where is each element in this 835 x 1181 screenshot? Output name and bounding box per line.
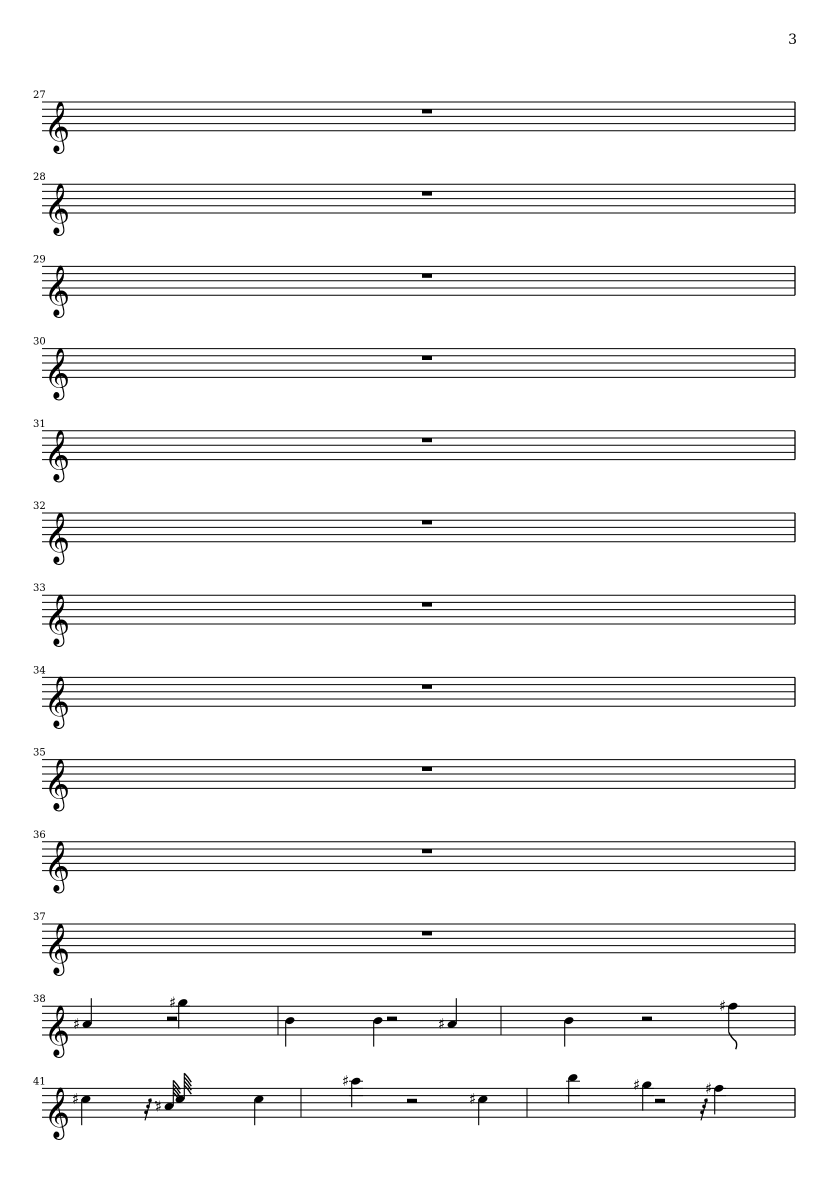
half-rest-icon	[655, 1099, 665, 1103]
system-27	[33, 90, 795, 154]
system-33	[33, 583, 795, 647]
measure-number: 30	[33, 336, 46, 348]
rest-flag-dot	[702, 1105, 706, 1109]
measure-number: 38	[33, 994, 46, 1006]
sharp-icon: ♯	[469, 1090, 477, 1109]
rest-flag-dot	[146, 1105, 150, 1109]
treble-clef-icon: 𝄞	[44, 265, 71, 317]
sharp-icon: ♯	[633, 1075, 641, 1094]
treble-clef-icon: 𝄞	[44, 1005, 71, 1056]
treble-clef-icon: 𝄞	[44, 922, 71, 974]
measure-number: 29	[33, 254, 46, 266]
whole-rest-icon	[422, 602, 432, 606]
rest-flag-dot	[144, 1111, 148, 1115]
measure-number: 32	[33, 501, 46, 512]
system-29	[33, 254, 795, 318]
measure-number: 31	[33, 418, 46, 430]
system-37	[33, 912, 795, 976]
treble-clef-icon: 𝄞	[44, 347, 71, 399]
sharp-icon: ♯	[342, 1072, 350, 1091]
measure-number: 27	[33, 90, 46, 101]
treble-clef-icon: 𝄞	[44, 429, 71, 481]
measure-number: 33	[33, 583, 46, 595]
system-36	[33, 830, 795, 894]
sharp-icon: ♯	[719, 997, 727, 1016]
whole-rest-icon	[422, 931, 432, 935]
system-31	[33, 419, 795, 483]
half-rest-icon	[407, 1099, 417, 1103]
treble-clef-icon: 𝄞	[44, 758, 71, 810]
system-32	[33, 501, 795, 565]
treble-clef-icon: 𝄞	[44, 511, 71, 563]
treble-clef-icon: 𝄞	[44, 1087, 71, 1139]
sharp-icon: ♯	[155, 1097, 163, 1116]
measure-number: 37	[33, 912, 46, 923]
half-rest-icon	[167, 1017, 177, 1021]
whole-rest-icon	[422, 109, 432, 113]
measure-number: 36	[33, 829, 46, 841]
sharp-icon: ♯	[73, 1015, 81, 1034]
sharp-icon: ♯	[72, 1090, 80, 1109]
whole-rest-icon	[422, 767, 432, 771]
measure-number: 34	[33, 665, 46, 677]
whole-rest-icon	[422, 356, 432, 360]
whole-rest-icon	[422, 191, 432, 195]
whole-rest-icon	[422, 438, 432, 442]
page-number: 3	[788, 32, 797, 48]
treble-clef-icon: 𝄞	[44, 183, 71, 234]
treble-clef-icon: 𝄞	[44, 676, 71, 728]
sharp-icon: ♯	[438, 1015, 446, 1034]
rest-flag-dot	[704, 1099, 708, 1103]
whole-rest-icon	[422, 520, 432, 524]
treble-clef-icon: 𝄞	[44, 594, 71, 645]
system-38	[33, 994, 795, 1058]
whole-rest-icon	[422, 274, 432, 278]
system-30	[33, 337, 795, 401]
system-28	[33, 172, 795, 236]
system-41	[33, 1072, 795, 1140]
measure-number: 41	[33, 1076, 46, 1088]
half-rest-icon	[387, 1017, 397, 1021]
sharp-icon: ♯	[169, 993, 177, 1012]
system-34	[33, 665, 795, 729]
rest-flag-dot	[700, 1111, 704, 1115]
treble-clef-icon: 𝄞	[44, 840, 71, 892]
measure-number: 35	[33, 747, 46, 759]
treble-clef-icon: 𝄞	[44, 100, 71, 152]
sharp-icon: ♯	[705, 1079, 713, 1098]
measure-number: 28	[33, 172, 46, 184]
half-rest-icon	[642, 1017, 652, 1021]
system-35	[33, 748, 795, 812]
whole-rest-icon	[422, 849, 432, 853]
whole-rest-icon	[422, 685, 432, 689]
rest-flag-dot	[148, 1099, 152, 1103]
